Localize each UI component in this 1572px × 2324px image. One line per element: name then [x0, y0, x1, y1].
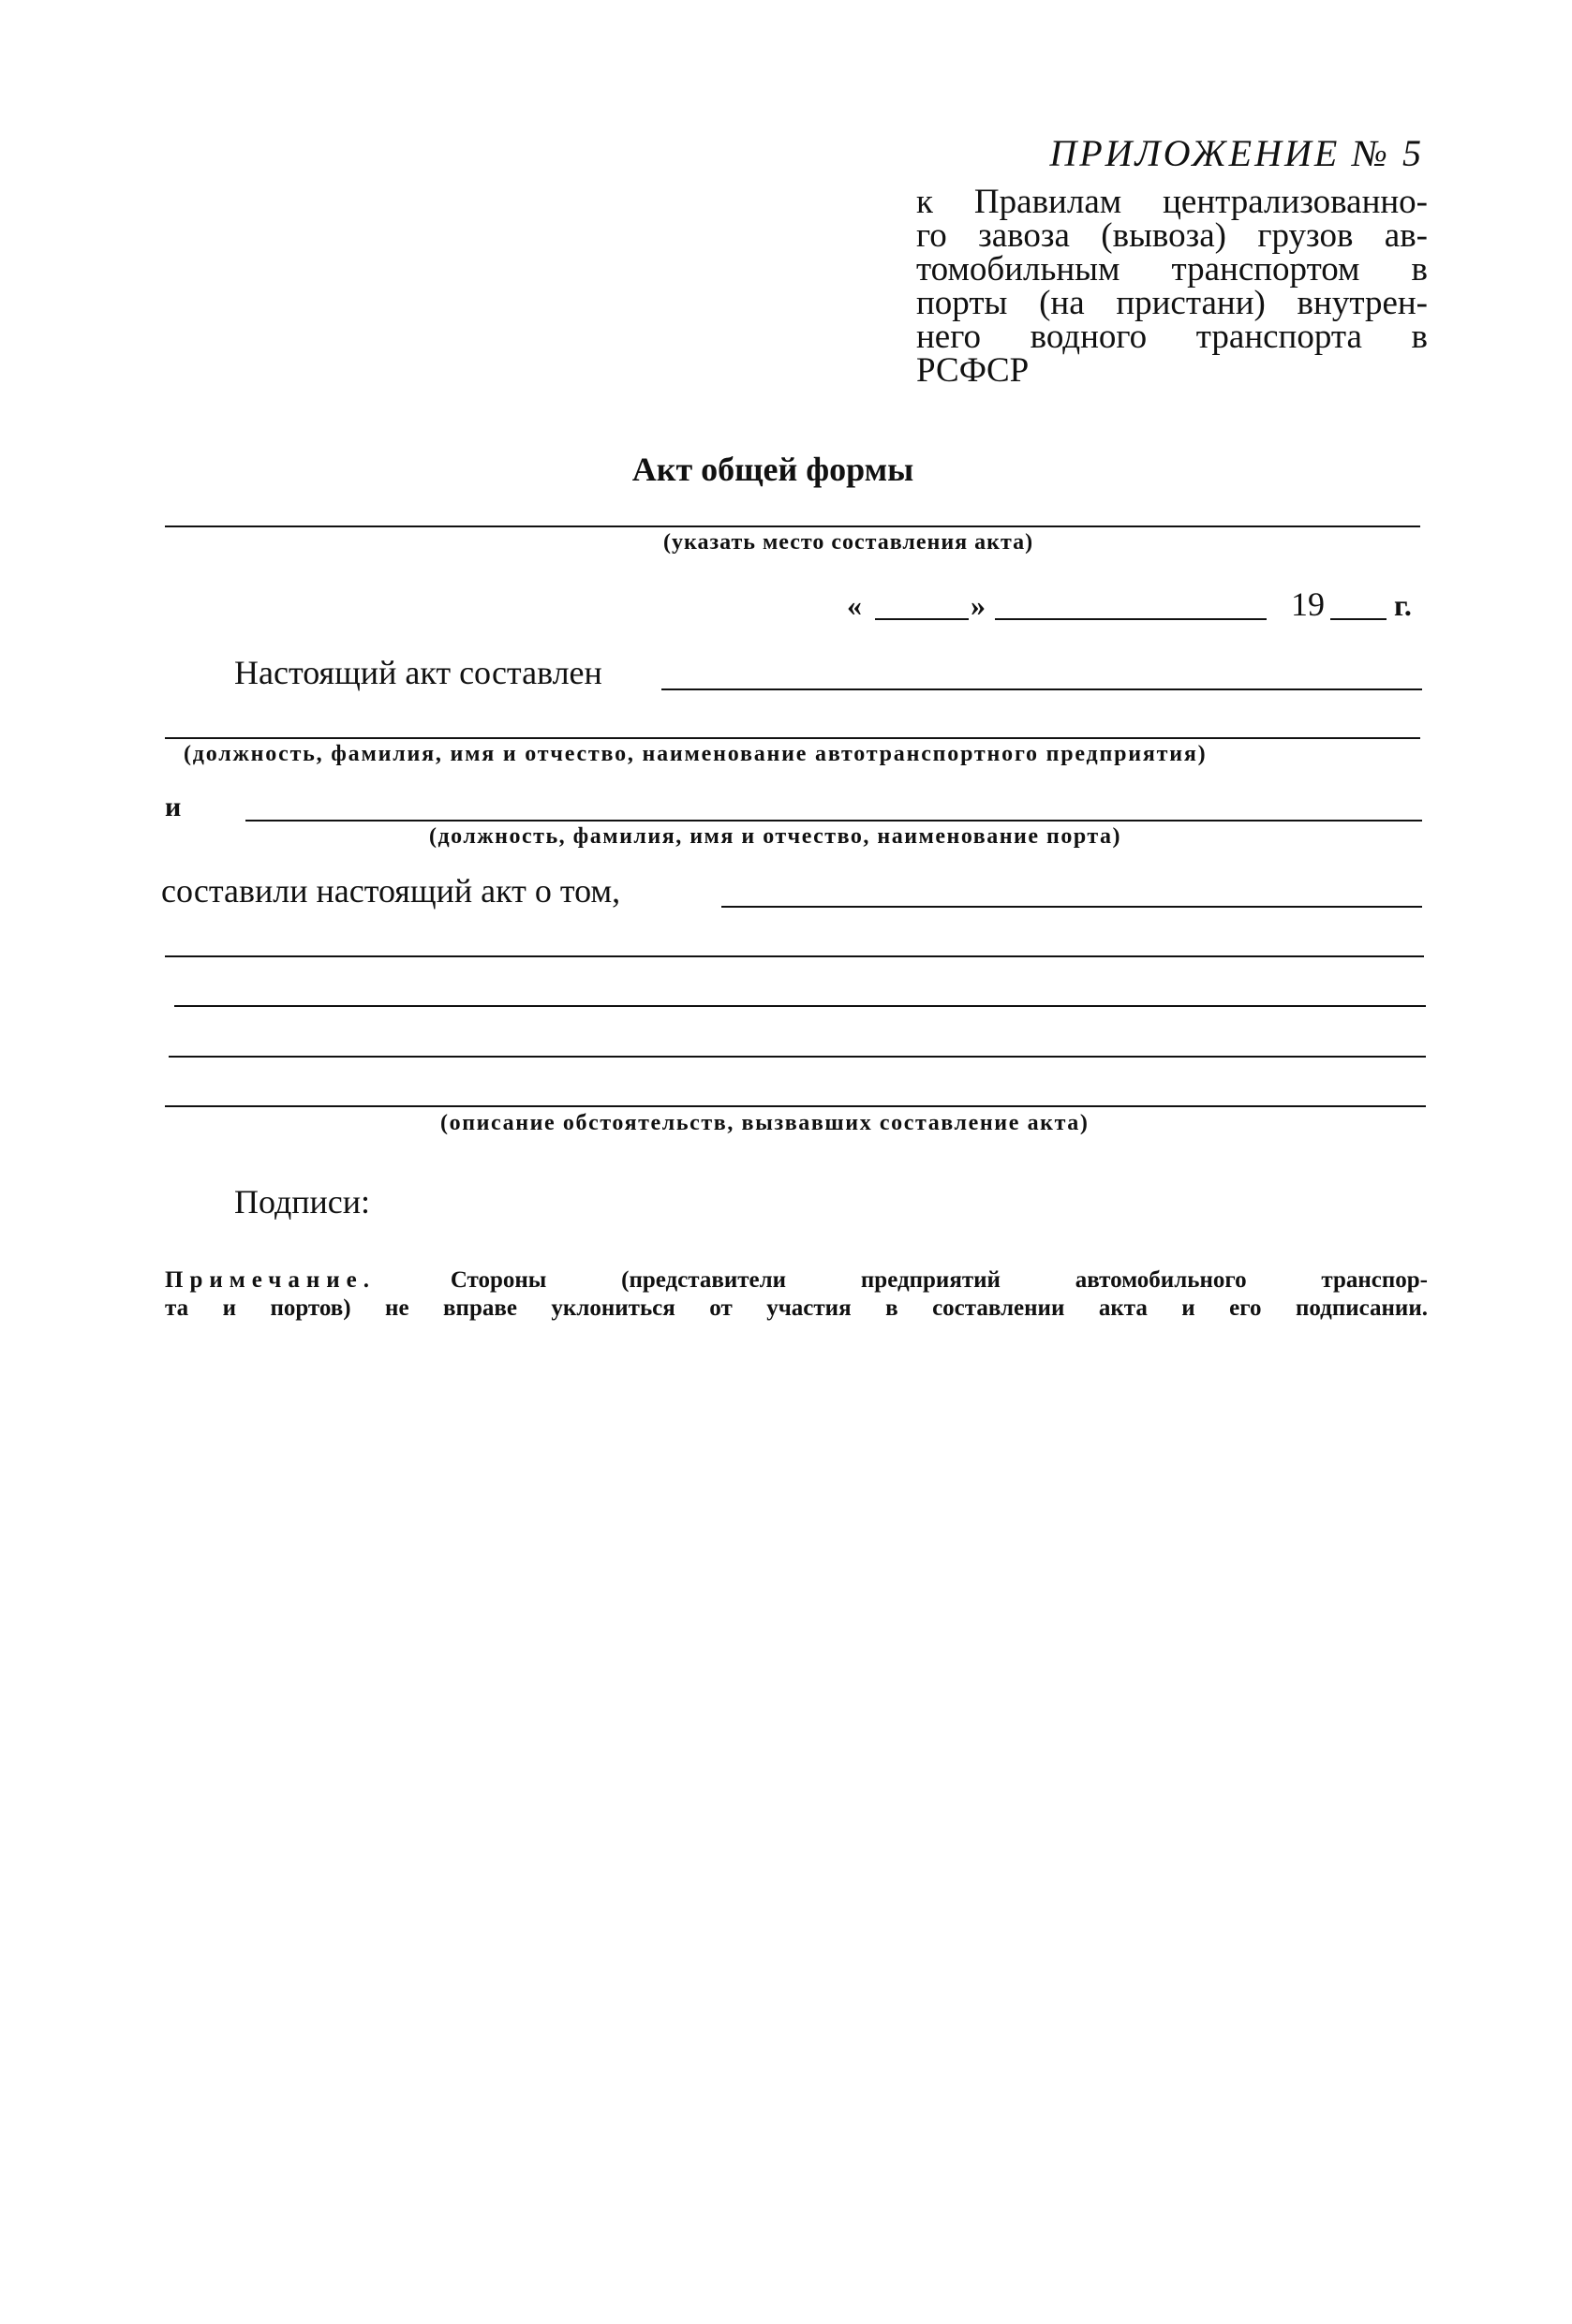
date-open-quote: « — [847, 588, 862, 622]
date-year-prefix: 19 — [1291, 585, 1325, 623]
and-label: и — [165, 792, 182, 822]
description-field-line2[interactable] — [165, 955, 1424, 957]
note-text-1: Стороны (представители предприятий автомобильного транспор- — [450, 1267, 1429, 1293]
appendix-line: него водного транспорта в — [916, 318, 1428, 356]
description-field-line4[interactable] — [169, 1056, 1426, 1058]
appendix-line: к Правилам централизованно- — [916, 183, 1428, 221]
party2-field[interactable] — [245, 820, 1422, 822]
place-field[interactable] — [165, 525, 1420, 527]
note-line-2: та и портов) не вправе уклониться от участия в составлении акта и его подписании. — [165, 1295, 1428, 1321]
date-year-suffix: г. — [1394, 588, 1412, 622]
date-year-field[interactable] — [1330, 618, 1387, 620]
appendix-title: ПРИЛОЖЕНИЕ № 5 — [1049, 132, 1424, 174]
date-close-quote: » — [971, 588, 986, 622]
appendix-line: томобильным транспортом в — [916, 250, 1428, 289]
appendix-line: порты (на пристани) внутрен- — [916, 284, 1428, 322]
description-caption: (описание обстоятельств, вызвавших составление акта) — [440, 1111, 1090, 1135]
signatures-label: Подписи: — [234, 1183, 371, 1221]
about-label: составили настоящий акт о том, — [161, 872, 621, 910]
note-line-1 — [165, 1266, 1428, 1295]
place-caption: (указать место составления акта) — [663, 530, 1034, 555]
appendix-line: РСФСР — [916, 351, 1030, 390]
appendix-subtitle — [916, 185, 1428, 388]
compiled-label: Настоящий акт составлен — [234, 654, 602, 691]
appendix-line: го завоза (вывоза) грузов ав- — [916, 216, 1428, 255]
party1-field[interactable] — [661, 688, 1422, 690]
description-field-line3[interactable] — [174, 1005, 1426, 1007]
party2-caption: (должность, фамилия, имя и отчество, наименование порта) — [429, 824, 1121, 849]
note-label: Примечание. — [165, 1267, 377, 1293]
date-day-field[interactable] — [875, 618, 969, 620]
description-field-line5[interactable] — [165, 1105, 1426, 1107]
date-month-field[interactable] — [995, 618, 1267, 620]
note — [165, 1266, 1428, 1323]
form-title: Акт общей формы — [631, 451, 914, 488]
description-field-line1[interactable] — [721, 906, 1422, 908]
party1-field-line2[interactable] — [165, 737, 1420, 739]
party1-caption: (должность, фамилия, имя и отчество, наименование автотранспортного предприятия) — [184, 742, 1208, 766]
